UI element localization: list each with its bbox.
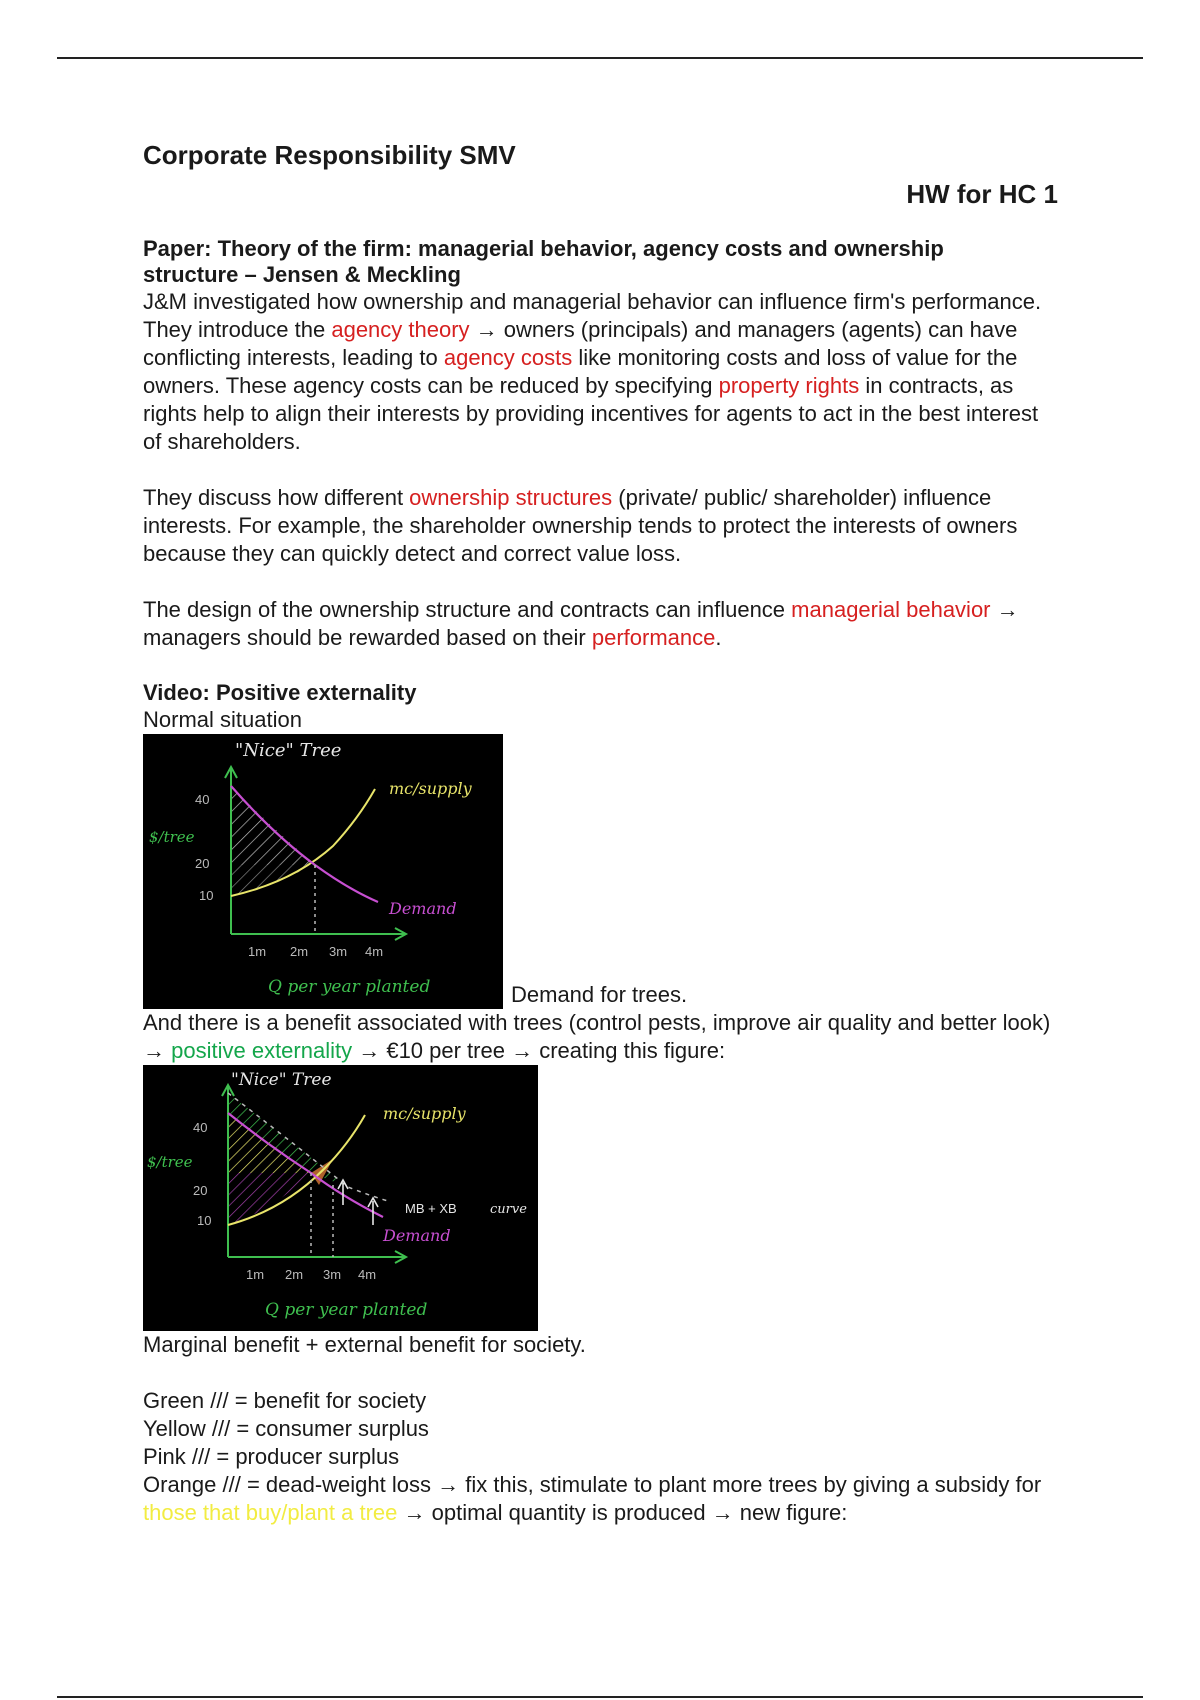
figure1-sketch [143, 734, 503, 1009]
document-title: Corporate Responsibility SMV [143, 140, 516, 170]
paper-heading-line1: Paper: Theory of the firm: managerial behavior, agency costs and ownership [143, 236, 944, 261]
fig1-supply-label: mc/supply [389, 779, 472, 798]
fig1-ylabel: $/tree [149, 828, 195, 846]
fig2-xlabel: Q per year planted [265, 1300, 428, 1320]
fig1-ytick: 10 [199, 888, 214, 903]
highlight-agency-theory: agency theory [331, 317, 470, 342]
legend-green: Green /// = benefit for society [143, 1388, 427, 1413]
document-subtitle: HW for HC 1 [906, 179, 1058, 209]
legend-yellow: Yellow /// = consumer surplus [143, 1416, 429, 1441]
text-run: → optimal quantity is produced → new figure: [397, 1500, 848, 1525]
text-run: like monitoring costs and loss of value for the owners. These agency costs can be reduced by specifying [143, 345, 1018, 398]
fig1-title: "Nice" Tree [235, 740, 342, 761]
fig1-xtick: 3m [329, 944, 348, 959]
text-run: (private/ public/ shareholder) influence interests. For example, the shareholder ownership tends to protect the interests of owners because they can quickly detect and correct value loss. [143, 485, 1018, 566]
highlight-agency-costs: agency costs [443, 345, 573, 370]
paper-heading [143, 236, 1058, 288]
highlight-property-rights: property rights [718, 373, 860, 398]
fig2-xtick: 2m [285, 1267, 304, 1282]
fig1-ytick: 20 [195, 856, 210, 871]
fig2-supply-label: mc/supply [383, 1104, 466, 1123]
document-body [143, 140, 1058, 1527]
highlight-managerial-behavior: managerial behavior [791, 597, 991, 622]
fig2-producer-hatch [228, 1173, 311, 1225]
fig2-curve-label: curve [490, 1202, 527, 1217]
text-run: J&M investigated how ownership and managerial behavior can influence firm's performance. They introduce the [143, 289, 1042, 342]
video-heading: Video: Positive externality [143, 680, 417, 705]
paper-heading-line2: structure – Jensen & Meckling [143, 262, 461, 287]
text-run: The design of the ownership structure and contracts can influence [143, 597, 792, 622]
fig1-xlabel: Q per year planted [268, 977, 431, 997]
fig2-demand-label: Demand [383, 1226, 451, 1245]
fig2-xtick: 3m [323, 1267, 342, 1282]
paragraph-benefit [143, 1009, 1058, 1065]
text-run: → owners (principals) and managers (agents) can have conflicting interests, leading to [143, 317, 1018, 370]
legend-orange [143, 1471, 1058, 1527]
fig2-ytick: 10 [197, 1213, 212, 1228]
text-run: → managers should be rewarded based on their [143, 597, 1019, 650]
fig1-xtick: 1m [248, 944, 267, 959]
fig1-xtick: 2m [290, 944, 309, 959]
fig1-xtick: 4m [365, 944, 384, 959]
figure2-sketch [143, 1065, 538, 1331]
fig2-ylabel: $/tree [147, 1153, 193, 1171]
paragraph-ownership [143, 484, 1058, 568]
text-run: Orange /// = dead-weight loss → fix this, stimulate to plant more trees by giving a subsidy for [143, 1472, 1042, 1497]
text-run: They discuss how different [143, 485, 410, 510]
highlight-subsidy-recipients: those that buy/plant a tree [143, 1500, 398, 1525]
legend-pink: Pink /// = producer surplus [143, 1444, 400, 1469]
fig1-ytick: 40 [195, 792, 210, 807]
highlight-performance: performance [591, 625, 716, 650]
figure2-caption: Marginal benefit + external benefit for society. [143, 1332, 586, 1357]
bottom-rule [57, 1696, 1143, 1698]
paragraph-agency [143, 288, 1058, 456]
top-rule [57, 57, 1143, 59]
text-run: in contracts, as rights help to align their interests by providing incentives for agents to act in the best interest of shareholders. [143, 373, 1039, 454]
fig2-mbxb-label: MB + XB [405, 1201, 457, 1216]
fig2-title: "Nice" Tree [231, 1070, 332, 1090]
highlight-positive-externality: positive externality [171, 1038, 353, 1063]
figure1-caption: Demand for trees. [511, 982, 688, 1007]
normal-situation-label: Normal situation [143, 707, 302, 732]
fig2-xtick: 1m [246, 1267, 265, 1282]
text-run: → €10 per tree → creating this figure: [352, 1038, 726, 1063]
fig2-ytick: 20 [193, 1183, 208, 1198]
fig2-xtick: 4m [358, 1267, 377, 1282]
fig1-demand-label: Demand [389, 899, 457, 918]
fig1-surplus-hatch [231, 786, 315, 865]
fig2-ytick: 40 [193, 1120, 208, 1135]
text-run: And there is a benefit associated with trees (control pests, improve air quality and better look) → [143, 1010, 1051, 1063]
figure1-row [143, 734, 1058, 1009]
fig1-producer-hatch [231, 865, 315, 896]
text-run: . [715, 625, 722, 650]
highlight-ownership-structures: ownership structures [409, 485, 613, 510]
paragraph-design [143, 596, 1058, 652]
